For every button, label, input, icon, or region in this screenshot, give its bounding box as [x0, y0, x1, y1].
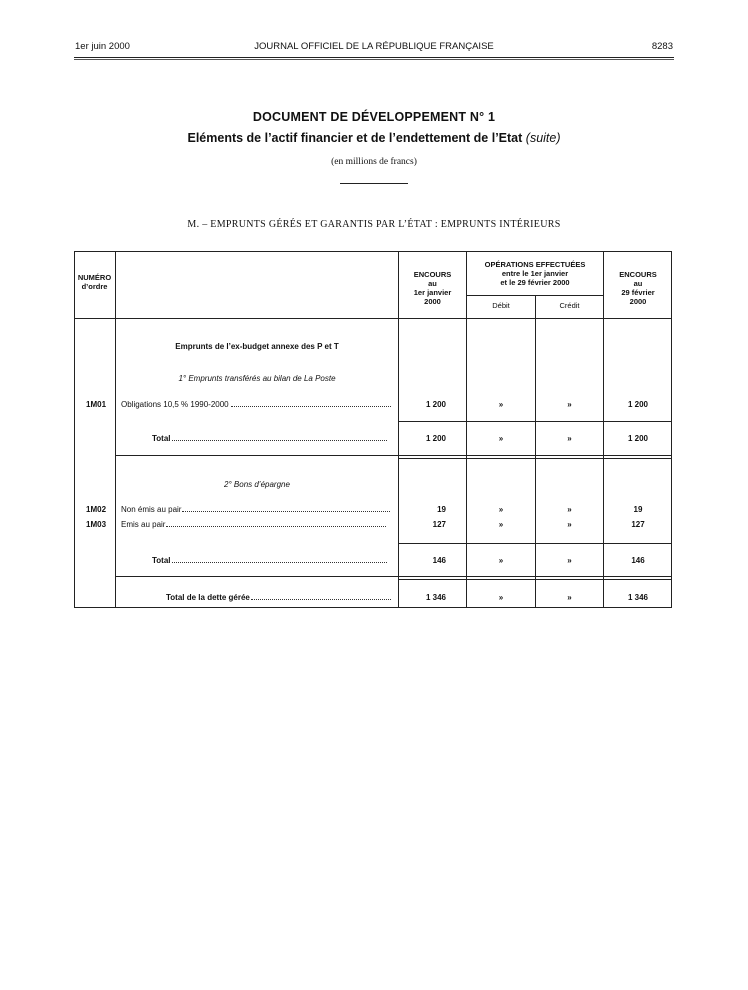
leader-dots — [182, 511, 391, 512]
document-subtitle-text: Eléments de l’actif financier et de l’endettement de l’Etat — [187, 131, 523, 145]
row-start: 1 200 — [425, 400, 446, 409]
leader-dots — [172, 562, 387, 563]
row-credit: » — [567, 505, 572, 514]
row-code: 1M01 — [86, 400, 107, 409]
leader-dots — [231, 406, 391, 407]
row-label-text: Obligations 10,5 % 1990-2000 — [121, 400, 229, 409]
col-header-debit: Débit — [492, 301, 510, 310]
row-credit: » — [567, 593, 572, 602]
col-header-encours-end-l2: au — [633, 279, 643, 288]
total-1-bottom-line-2 — [398, 458, 672, 459]
col-header-encours-start-l4: 2000 — [424, 297, 441, 306]
row-start: 146 — [432, 556, 446, 565]
row-debit: » — [498, 520, 504, 529]
col-header-encours-end — [604, 270, 672, 306]
col-header-encours-start-l2: au — [428, 279, 437, 288]
header-bottom-line — [74, 318, 672, 319]
total-2-top-line — [398, 543, 672, 544]
row-code: 1M02 — [86, 505, 107, 514]
row-label — [121, 400, 391, 409]
total-1-bottom-line — [116, 455, 672, 456]
row-start: 19 — [437, 505, 446, 514]
row-label-text: Total — [152, 434, 171, 443]
col-header-credit: Crédit — [559, 301, 580, 310]
document-subtitle-suffix: (suite) — [525, 131, 561, 145]
col-header-operations-l2: entre le 1er janvier — [501, 269, 569, 278]
header-rule-thin — [74, 59, 674, 60]
row-code: 1M03 — [86, 520, 107, 529]
row-end: 1 200 — [627, 434, 649, 443]
row-label — [121, 505, 391, 514]
col-header-encours-start — [399, 270, 466, 306]
leader-dots — [251, 599, 391, 600]
header-page-number: 8283 — [651, 41, 673, 52]
row-end: 146 — [631, 556, 645, 565]
row-label — [166, 593, 391, 602]
col-header-operations-l3: et le 29 février 2000 — [500, 278, 570, 287]
row-debit: » — [498, 505, 504, 514]
row-label-text: Total de la dette gérée — [166, 593, 250, 602]
header-rule — [74, 57, 674, 58]
row-end: 127 — [631, 520, 645, 529]
title-separator — [340, 183, 408, 184]
col-header-numero-l1: NUMÉRO — [77, 273, 112, 282]
col-header-encours-end-l1: ENCOURS — [619, 270, 657, 279]
row-label-text: Non émis au pair — [121, 505, 182, 514]
row-debit: » — [498, 556, 504, 565]
row-end: 1 346 — [627, 593, 649, 602]
section-title: M. – EMPRUNTS GÉRÉS ET GARANTIS PAR L’ÉTAT : EMPRUNTS INTÉRIEURS — [187, 219, 561, 230]
header-journal-title: JOURNAL OFFICIEL DE LA RÉPUBLIQUE FRANÇAISE — [254, 41, 494, 52]
row-credit: » — [567, 520, 572, 529]
leader-dots — [172, 440, 387, 441]
subgroup-title-2: 2° Bons d’épargne — [224, 480, 290, 489]
col-line-numero — [115, 251, 116, 608]
col-header-operations-l1: OPÉRATIONS EFFECTUÉES — [484, 260, 586, 269]
document-subtitle — [0, 131, 748, 145]
total-2-bottom-line — [116, 576, 672, 577]
subgroup-title-1: 1° Emprunts transférés au bilan de La Poste — [178, 374, 336, 383]
col-header-encours-start-l1: ENCOURS — [413, 270, 452, 279]
document-title: DOCUMENT DE DÉVELOPPEMENT N° 1 — [252, 110, 496, 124]
row-end: 19 — [633, 505, 643, 514]
row-label — [152, 434, 391, 443]
row-credit: » — [567, 434, 572, 443]
leader-dots — [166, 526, 386, 527]
row-debit: » — [498, 400, 504, 409]
col-header-encours-end-l4: 2000 — [629, 297, 647, 306]
col-header-encours-end-l3: 29 février — [621, 288, 655, 297]
group-title: Emprunts de l’ex-budget annexe des P et T — [175, 342, 339, 351]
header-date: 1er juin 2000 — [75, 41, 130, 52]
row-credit: » — [567, 556, 572, 565]
row-start: 1 200 — [425, 434, 446, 443]
row-credit: » — [567, 400, 572, 409]
row-start: 127 — [432, 520, 446, 529]
row-debit: » — [498, 434, 504, 443]
total-2-bottom-line-2 — [398, 579, 672, 580]
total-1-top-line — [398, 421, 672, 422]
row-end: 1 200 — [627, 400, 649, 409]
unit-note: (en millions de francs) — [331, 157, 417, 167]
col-header-numero-l2: d’ordre — [81, 282, 108, 291]
col-header-operations — [467, 260, 603, 287]
col-header-numero — [74, 273, 115, 291]
row-label — [121, 520, 391, 529]
row-debit: » — [498, 593, 504, 602]
operations-split-line — [466, 295, 603, 296]
row-start: 1 346 — [425, 593, 446, 602]
row-label-text: Emis au pair — [121, 520, 166, 529]
col-header-encours-start-l3: 1er janvier — [413, 288, 452, 297]
row-label-text: Total — [152, 556, 171, 565]
row-label — [152, 556, 391, 565]
